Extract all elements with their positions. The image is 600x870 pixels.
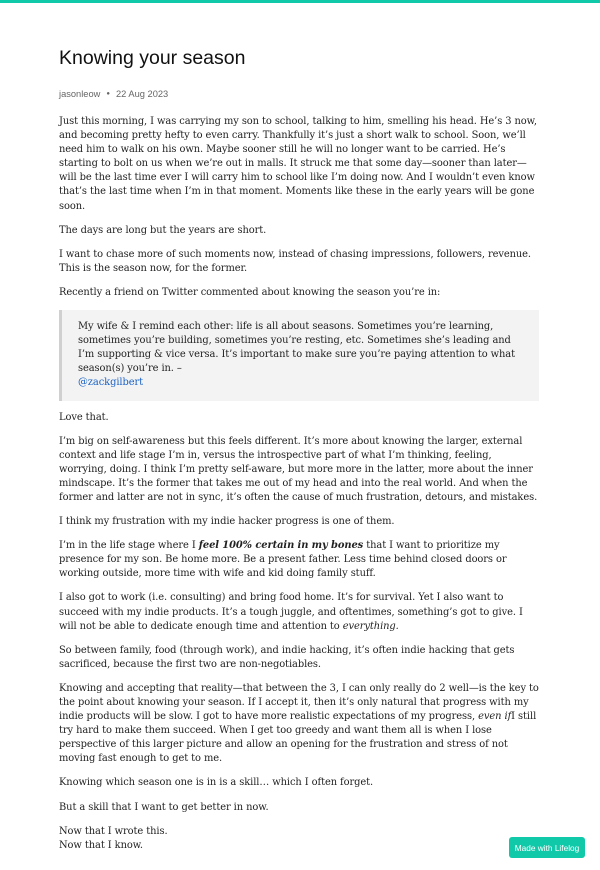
post-meta [59,88,539,100]
tweet-quote [59,310,539,400]
quote-author-link[interactable]: @zackgilbert [78,377,144,389]
paragraph-line: Now that I wrote this. [59,825,168,837]
emphasis-text: everything. [342,620,399,632]
post-date: 22 Aug 2023 [115,89,169,99]
paragraph-text: I still try hard to make them succeed. When I get too greedy and want them all is when I lose perspective of this larger picture and allow an opening for the frustration and stress of not moving fast enough to get to me. [59,711,537,765]
paragraph-text: I also got to work (i.e. consulting) and bring food home. It’s for survival. Yet I also want to succeed with my indie products. It’s a tough juggle, and oftentimes, something’s got to give. I will not be able to dedicate enough time and attention to [59,592,523,632]
paragraph [59,591,539,633]
post-body [59,115,539,853]
accent-top-bar [0,0,600,3]
paragraph: I want to chase more of such moments now, instead of chasing impressions, followers, revenue. This is the season now, for the former. [59,248,531,274]
paragraph: Love that. [59,411,109,423]
emphasis-text: even if [478,711,512,723]
made-with-lifelog-button[interactable]: Made with Lifelog [509,837,585,858]
quote-text: My wife & I remind each other: life is all about seasons. Sometimes you’re learning, sometimes you’re building, sometimes you’re resting, etc. Sometimes she’s leading and I’m supporting & vice versa. It’s important to make sure you’re paying attention to what season(s) you’re in. – [78,321,516,375]
paragraph: Knowing which season one is in is a skill… which I often forget. [59,777,374,789]
paragraph-text: that I want to prioritize my presence for my son. Be home more. Be a present father. Less time behind closed doors or working outside, more time with wife and kid doing family stuff. [59,540,507,580]
author-name[interactable]: jasonleow [59,89,101,99]
paragraph [59,682,539,767]
paragraph [59,825,539,853]
blog-post [59,46,539,863]
paragraph-line: Now that I know. [59,839,143,851]
paragraph: The days are long but the years are short. [59,224,267,236]
separator-dot-icon: ● [106,91,110,97]
paragraph: Just this morning, I was carrying my son to school, talking to him, smelling his head. He’s 3 now, and becoming pretty hefty to even carry. Thankfully it’s just a short walk to school. Soon, we’ll need him to walk on his own. Maybe sooner still he will no longer want to be carried. He’s starting to bolt on us when we’re out in malls. It struck me that some day—sooner than later—will be the last time ever I will carry him to school like I’m doing now. And I wouldn’t even know that’s the last time when I’m in that moment. Moments like these in the early years will be gone soon. [59,116,537,212]
emphasis-text: feel 100% certain in my bones [198,540,364,552]
paragraph-text: Knowing and accepting that reality—that between the 3, I can only really do 2 well—is the key to the point about knowing your season. If I accept it, then it’s only natural that progress with my indie products will be slow. I got to have more realistic expectations of my progress, [59,682,539,723]
post-title: Knowing your season [59,47,246,69]
paragraph: I think my frustration with my indie hacker progress is one of them. [59,516,395,528]
paragraph [59,539,539,581]
paragraph: But a skill that I want to get better in now. [59,801,269,813]
paragraph: Recently a friend on Twitter commented about knowing the season you’re in: [59,286,441,298]
paragraph: I’m big on self-awareness but this feels different. It’s more about knowing the larger, external context and life stage I’m in, versus the introspective part of what I’m thinking, feeling, worrying, doing. I think I’m pretty self-aware, but more more in the latter, more about the inner mindscape. It’s the former that takes me out of my head and into the real world. And when the former and latter are not in sync, it’s often the cause of much frustration, detours, and mistakes. [59,435,538,503]
paragraph-text: I’m in the life stage where I [59,540,196,552]
paragraph: So between family, food (through work), and indie hacking, it’s often indie hacking that gets sacrificed, because the first two are non-negotiables. [59,644,515,670]
